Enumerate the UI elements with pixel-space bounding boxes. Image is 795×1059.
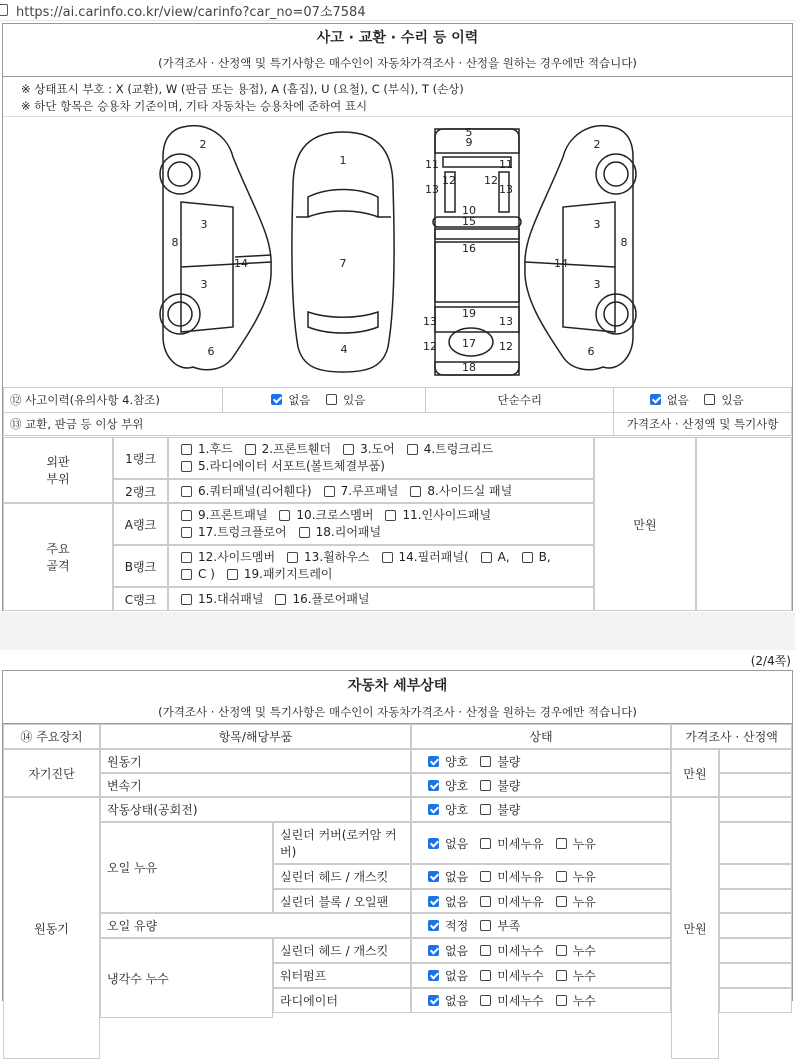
- diagram-part-number: 3: [200, 278, 208, 291]
- car-parts-diagram: [3, 117, 792, 385]
- table-cell: [168, 545, 594, 587]
- checkbox-label: 6.쿼터패널(리어휀다): [198, 483, 312, 498]
- checkbox-option[interactable]: [181, 591, 263, 608]
- table-cell: [113, 479, 168, 503]
- checkbox[interactable]: [480, 920, 491, 931]
- checkbox-label: 14.필러패널(: [398, 550, 469, 564]
- checkbox[interactable]: [556, 838, 567, 849]
- table-cell: [273, 864, 411, 889]
- checkbox-option[interactable]: [245, 441, 331, 458]
- cylinder-block-item: 실린더 블록 / 오일팬: [280, 894, 389, 909]
- table-cell: [411, 913, 671, 938]
- diagram-part-number: 17: [462, 337, 476, 350]
- page-indicator: (2/4쪽): [750, 654, 791, 668]
- exists-label: 있음: [721, 392, 744, 407]
- checkbox-option[interactable]: [480, 801, 520, 818]
- table-cell: [719, 749, 792, 773]
- checkbox-label: 부족: [497, 919, 521, 933]
- simple-repair-label: 단순수리: [426, 388, 614, 413]
- table-cell: [100, 724, 411, 749]
- operation-item: 작동상태(공회전): [107, 803, 198, 817]
- checkbox-label: 불량: [497, 803, 521, 817]
- diagram-part-number: 16: [462, 242, 476, 255]
- checkbox[interactable]: [287, 552, 298, 563]
- checkbox-label: 누유: [572, 870, 596, 884]
- diagram-part-number: 11: [425, 158, 439, 171]
- table-cell: [113, 437, 168, 479]
- checkbox-label: 미세누유: [497, 836, 544, 851]
- exists-label: 있음: [343, 392, 366, 407]
- diagram-part-number: 12: [499, 340, 513, 353]
- table-cell: [3, 503, 113, 611]
- checkbox-label: A,: [497, 550, 510, 564]
- table-cell: [411, 938, 671, 963]
- checkbox-option[interactable]: [556, 967, 596, 984]
- diagram-part-number: 8: [620, 236, 628, 249]
- table-cell: [719, 864, 792, 889]
- frame-label: 주요 골격: [46, 542, 70, 573]
- table-cell: [100, 797, 411, 822]
- water-pump-item: 워터펌프: [280, 969, 327, 983]
- diagram-part-number: 12: [442, 174, 456, 187]
- checkbox-option[interactable]: [428, 917, 468, 934]
- diagram-part-number: 2: [199, 138, 207, 151]
- accident-history-section: [2, 23, 793, 611]
- diagram-part-number: 13: [499, 315, 513, 328]
- checkbox-option[interactable]: [407, 441, 493, 458]
- table-cell: [411, 864, 671, 889]
- page-info-icon[interactable]: [0, 4, 8, 16]
- diagram-part-number: 2: [593, 138, 601, 151]
- table-cell: [594, 437, 696, 611]
- checkbox-label: 누유: [572, 836, 596, 851]
- table-cell: [100, 913, 411, 938]
- table-cell: [411, 773, 671, 797]
- checked-checkbox[interactable]: [428, 920, 439, 931]
- checkbox-option[interactable]: [287, 549, 369, 566]
- checkbox[interactable]: [407, 444, 418, 455]
- checkbox-option[interactable]: [181, 549, 275, 566]
- checked-checkbox[interactable]: [428, 756, 439, 767]
- checkbox-label: 12.사이드멤버: [198, 550, 276, 564]
- checkbox-option[interactable]: [428, 801, 468, 818]
- checkbox[interactable]: [556, 945, 567, 956]
- checkbox[interactable]: [382, 552, 393, 563]
- checkbox[interactable]: [480, 970, 491, 981]
- accident-exists-checkbox[interactable]: [326, 394, 337, 405]
- checkbox-label: 11.인사이드패널: [402, 508, 492, 522]
- checkbox[interactable]: [410, 486, 421, 497]
- checkbox-label: 불량: [497, 754, 521, 769]
- table-cell: [113, 545, 168, 587]
- legend-line-1: ※ 상태표시 부호 : X (교환), W (판금 또는 용접), A (흠집), U (요철), C (부식), T (손상): [21, 82, 464, 96]
- checkbox[interactable]: [181, 552, 192, 563]
- table-cell: [273, 822, 411, 864]
- checkbox-label: 미세누수: [497, 944, 544, 958]
- table-cell: [411, 889, 671, 913]
- diagram-part-number: 13: [425, 183, 439, 196]
- checkbox-option[interactable]: [385, 507, 491, 524]
- repair-exists-checkbox[interactable]: [704, 394, 715, 405]
- rank-area: [3, 437, 792, 611]
- checkbox-option[interactable]: [181, 483, 312, 500]
- diagram-part-number: 7: [339, 257, 347, 270]
- checkbox[interactable]: [556, 871, 567, 882]
- diagram-part-number: 1: [339, 154, 347, 167]
- checked-checkbox[interactable]: [428, 970, 439, 981]
- table-cell: [100, 822, 273, 913]
- checkbox-option[interactable]: [428, 942, 468, 959]
- checkbox-label: 양호: [445, 754, 469, 769]
- checkbox[interactable]: [181, 510, 192, 521]
- table-cell: [168, 587, 594, 611]
- checkbox-label: 5.라디에이터 서포트(볼트체결부품): [198, 459, 385, 473]
- checkbox-label: C ): [198, 567, 215, 581]
- checkbox[interactable]: [556, 970, 567, 981]
- checkbox[interactable]: [556, 896, 567, 907]
- table-cell: [719, 797, 792, 822]
- checkbox-label: 미세누수: [497, 969, 544, 983]
- checkbox-option[interactable]: [227, 566, 333, 583]
- table-cell: [719, 963, 792, 988]
- checkbox-option[interactable]: [382, 549, 469, 566]
- checkbox-option[interactable]: [428, 835, 468, 852]
- detail-table: [3, 724, 792, 1008]
- transmission-item: 변속기: [107, 778, 142, 793]
- checkbox-label: 없음: [445, 894, 469, 909]
- table-cell: [100, 938, 273, 1018]
- checked-checkbox[interactable]: [428, 804, 439, 815]
- checkbox-option[interactable]: [556, 942, 596, 959]
- table-cell: [3, 724, 100, 749]
- checked-checkbox[interactable]: [428, 945, 439, 956]
- section-subtitle: (가격조사 · 산정액 및 특기사항은 매수인이 자동차가격조사 · 산정을 원하는 경우에만 적습니다): [3, 50, 792, 77]
- repair-none-checkbox[interactable]: [650, 394, 661, 405]
- checked-checkbox[interactable]: [428, 896, 439, 907]
- checkbox[interactable]: [181, 461, 192, 472]
- table-cell: [411, 749, 671, 773]
- checkbox-option[interactable]: [556, 893, 596, 910]
- checkbox-label: 양호: [445, 778, 469, 793]
- rank-label: 1랭크: [125, 451, 156, 466]
- checkbox[interactable]: [343, 444, 354, 455]
- diagram-part-number: 19: [462, 307, 476, 320]
- checkbox[interactable]: [245, 444, 256, 455]
- diagram-part-number: 9: [465, 136, 473, 149]
- checkbox-label: 16.플로어패널: [292, 591, 370, 606]
- column-header: 항목/해당부품: [218, 730, 293, 744]
- diagram-part-number: 3: [593, 278, 601, 291]
- diagram-part-number: 4: [340, 343, 348, 356]
- diagram-part-number: 5: [465, 126, 473, 139]
- rank-label: B랭크: [124, 559, 157, 574]
- exterior-label: 외판 부위: [46, 455, 70, 486]
- page-gap: [0, 612, 795, 650]
- checkbox-label: 미세누유: [497, 870, 544, 884]
- checkbox-label: 누수: [572, 944, 596, 958]
- checkbox[interactable]: [480, 945, 491, 956]
- checkbox-label: 13.휠하우스: [304, 550, 370, 564]
- table-cell: [3, 797, 100, 1059]
- checkbox[interactable]: [481, 552, 492, 563]
- rank-label: 2랭크: [125, 484, 156, 499]
- diagram-part-number: 14: [554, 257, 568, 270]
- checkbox[interactable]: [181, 486, 192, 497]
- engine-item: 원동기: [107, 754, 142, 769]
- checkbox-option[interactable]: [428, 893, 468, 910]
- checkbox-option[interactable]: [299, 524, 381, 541]
- checkbox-label: 없음: [445, 969, 469, 983]
- checkbox-label: 8.사이드실 패널: [427, 483, 513, 498]
- checkbox[interactable]: [480, 896, 491, 907]
- checkbox-label: 양호: [445, 803, 469, 817]
- table-cell: [168, 479, 594, 503]
- checkbox[interactable]: [181, 444, 192, 455]
- diagram-part-number: 8: [171, 236, 179, 249]
- accident-none-checkbox[interactable]: [271, 394, 282, 405]
- table-cell: [3, 437, 113, 503]
- diagram-part-number: 11: [499, 158, 513, 171]
- table-cell: [411, 797, 671, 822]
- checkbox-option[interactable]: [181, 441, 233, 458]
- checkbox[interactable]: [181, 594, 192, 605]
- checkbox[interactable]: [279, 510, 290, 521]
- table-cell: [100, 749, 411, 773]
- checkbox[interactable]: [324, 486, 335, 497]
- section-title: 사고 · 교환 · 수리 등 이력: [316, 30, 479, 46]
- checkbox[interactable]: [275, 594, 286, 605]
- checkbox[interactable]: [480, 871, 491, 882]
- checkbox-label: 18.리어패널: [315, 525, 382, 539]
- checkbox-option[interactable]: [556, 868, 596, 885]
- checkbox-option[interactable]: [428, 753, 468, 770]
- checkbox[interactable]: [480, 780, 491, 791]
- table-cell: [719, 822, 792, 864]
- none-label: 없음: [666, 392, 689, 407]
- cylinder-head-item: 실린더 헤드 / 개스킷: [280, 870, 389, 884]
- accident-history-options: [223, 388, 426, 413]
- checkbox-label: 불량: [497, 778, 521, 793]
- table-cell: [113, 503, 168, 545]
- diagram-part-number: 3: [593, 218, 601, 231]
- column-header: ⑭ 주요장치: [20, 730, 83, 744]
- table-cell: [3, 749, 100, 797]
- checkbox-option[interactable]: [481, 549, 510, 566]
- checkbox-label: 19.패키지트레이: [243, 567, 333, 581]
- checkbox-label: 없음: [445, 994, 469, 1008]
- table-cell: [113, 587, 168, 611]
- price-label: 가격조사 · 산정액 및 특기사항: [614, 413, 792, 436]
- none-label: 없음: [288, 392, 311, 407]
- diagram-part-number: 13: [499, 183, 513, 196]
- table-cell: [696, 437, 792, 611]
- checkbox-label: 1.후드: [198, 442, 233, 456]
- checkbox-option[interactable]: [181, 458, 385, 475]
- detail-section: [2, 670, 793, 1008]
- checkbox-option[interactable]: [480, 942, 543, 959]
- checkbox-label: 4.트렁크리드: [423, 442, 494, 456]
- checkbox[interactable]: [385, 510, 396, 521]
- table-cell: [411, 724, 671, 749]
- checkbox-label: 10.크로스멤버: [296, 508, 374, 522]
- accident-history-label: ⑫ 사고이력(유의사항 4.참조): [4, 388, 223, 413]
- checkbox-option[interactable]: [480, 835, 543, 852]
- checkbox-option[interactable]: [480, 893, 543, 910]
- checkbox-option[interactable]: [181, 507, 267, 524]
- checked-checkbox[interactable]: [428, 871, 439, 882]
- engine-group-label: 원동기: [34, 921, 69, 936]
- won-label: 만원: [683, 766, 707, 781]
- checkbox-option[interactable]: [181, 524, 287, 541]
- oil-level-item: 오일 유량: [107, 919, 158, 933]
- diagram-part-number: 13: [423, 315, 437, 328]
- table-cell: [671, 749, 719, 797]
- checkbox-option[interactable]: [279, 507, 373, 524]
- checkbox-option[interactable]: [480, 868, 543, 885]
- checkbox-label: 미세누수: [497, 994, 544, 1008]
- checkbox-label: 적정: [445, 919, 469, 933]
- checkbox-option[interactable]: [410, 483, 512, 500]
- table-cell: [168, 503, 594, 545]
- checkbox-option[interactable]: [480, 777, 520, 794]
- checkbox-label: 3.도어: [360, 442, 395, 456]
- table-cell: [273, 938, 411, 963]
- diagram-part-number: 12: [423, 340, 437, 353]
- column-header: 상태: [529, 730, 553, 744]
- self-diag-label: 자기진단: [28, 766, 75, 781]
- table-cell: [671, 724, 792, 749]
- checkbox-label: 7.루프패널: [340, 483, 399, 498]
- checkbox-label: 17.트렁크플로어: [198, 525, 287, 539]
- checked-checkbox[interactable]: [428, 838, 439, 849]
- table-cell: [168, 437, 594, 479]
- diagram-part-number: 10: [462, 204, 476, 217]
- table-cell: [100, 773, 411, 797]
- parts-label: ⑬ 교환, 판금 등 이상 부위: [4, 413, 614, 436]
- column-header: 가격조사 · 산정액: [685, 730, 778, 744]
- checkbox-option[interactable]: [181, 566, 215, 583]
- checkbox-option[interactable]: [428, 777, 468, 794]
- table-cell: [719, 913, 792, 938]
- checkbox-label: 누수: [572, 969, 596, 983]
- checkbox-option[interactable]: [556, 835, 596, 852]
- checkbox-option[interactable]: [480, 967, 543, 984]
- diagram-part-number: 12: [484, 174, 498, 187]
- won-label: 만원: [633, 517, 657, 532]
- url-text[interactable]: https://ai.carinfo.co.kr/view/carinfo?car_no=07소7584: [16, 4, 366, 20]
- diagram-part-number: 15: [462, 215, 476, 228]
- rank-label: C랭크: [124, 592, 157, 607]
- table-cell: [273, 889, 411, 913]
- checkbox-option[interactable]: [428, 868, 468, 885]
- checkbox[interactable]: [181, 569, 192, 580]
- checkbox-option[interactable]: [343, 441, 395, 458]
- checkbox[interactable]: [480, 838, 491, 849]
- table-cell: [671, 797, 719, 1059]
- radiator-item: 라디에이터: [280, 994, 338, 1008]
- rank-label: A랭크: [124, 517, 157, 532]
- checkbox-label: 15.대쉬패널: [198, 591, 264, 606]
- table-cell: [411, 822, 671, 864]
- legend-box: [3, 77, 792, 117]
- coolant-leak-item: 냉각수 누수: [107, 971, 169, 986]
- checkbox[interactable]: [299, 527, 310, 538]
- won-label: 만원: [683, 921, 707, 936]
- checkbox-label: B,: [538, 550, 551, 564]
- checkbox[interactable]: [181, 527, 192, 538]
- checkbox-option[interactable]: [275, 591, 369, 608]
- table-cell: [719, 773, 792, 797]
- coolant-cylinder-head-item: 실린더 헤드 / 개스킷: [280, 944, 389, 958]
- checkbox[interactable]: [227, 569, 238, 580]
- checkbox-label: 누수: [572, 994, 596, 1008]
- checkbox-option[interactable]: [480, 753, 520, 770]
- checkbox-option[interactable]: [324, 483, 399, 500]
- table-cell: [719, 889, 792, 913]
- table-cell: [411, 963, 671, 988]
- table-cell: [273, 963, 411, 988]
- checked-checkbox[interactable]: [428, 780, 439, 791]
- diagram-part-number: 6: [207, 345, 215, 358]
- legend-line-2: ※ 하단 항목은 승용차 기준이며, 기타 자동차는 승용차에 준하여 표시: [21, 99, 368, 113]
- checkbox-label: 없음: [445, 870, 469, 884]
- checkbox-option[interactable]: [428, 967, 468, 984]
- diagram-part-number: 18: [462, 361, 476, 374]
- checkbox-label: 미세누유: [497, 894, 544, 909]
- browser-address-bar[interactable]: [0, 0, 795, 21]
- checkbox-option[interactable]: [480, 917, 520, 934]
- oil-leak-item: 오일 누유: [107, 861, 158, 875]
- diagram-part-number: 14: [234, 257, 248, 270]
- checkbox-option[interactable]: [522, 549, 551, 566]
- detail-title: 자동차 세부상태: [347, 678, 448, 694]
- checkbox-label: 누유: [572, 894, 596, 909]
- diagram-part-number: 6: [587, 345, 595, 358]
- cylinder-cover-item: 실린더 커버(로커암 커버): [280, 828, 397, 859]
- checkbox-label: 2.프론트휀더: [261, 442, 332, 456]
- checkbox-label: 9.프론트패널: [198, 508, 268, 522]
- simple-repair-options: [614, 388, 792, 413]
- parts-table: [3, 387, 792, 436]
- checkbox[interactable]: [480, 804, 491, 815]
- checkbox-label: 없음: [445, 836, 469, 851]
- checkbox[interactable]: [480, 756, 491, 767]
- diagram-part-number: 3: [200, 218, 208, 231]
- table-cell: [719, 938, 792, 963]
- detail-subtitle: (가격조사 · 산정액 및 특기사항은 매수인이 자동차가격조사 · 산정을 원하는 경우에만 적습니다): [3, 701, 792, 724]
- checkbox-label: 없음: [445, 944, 469, 958]
- checkbox[interactable]: [522, 552, 533, 563]
